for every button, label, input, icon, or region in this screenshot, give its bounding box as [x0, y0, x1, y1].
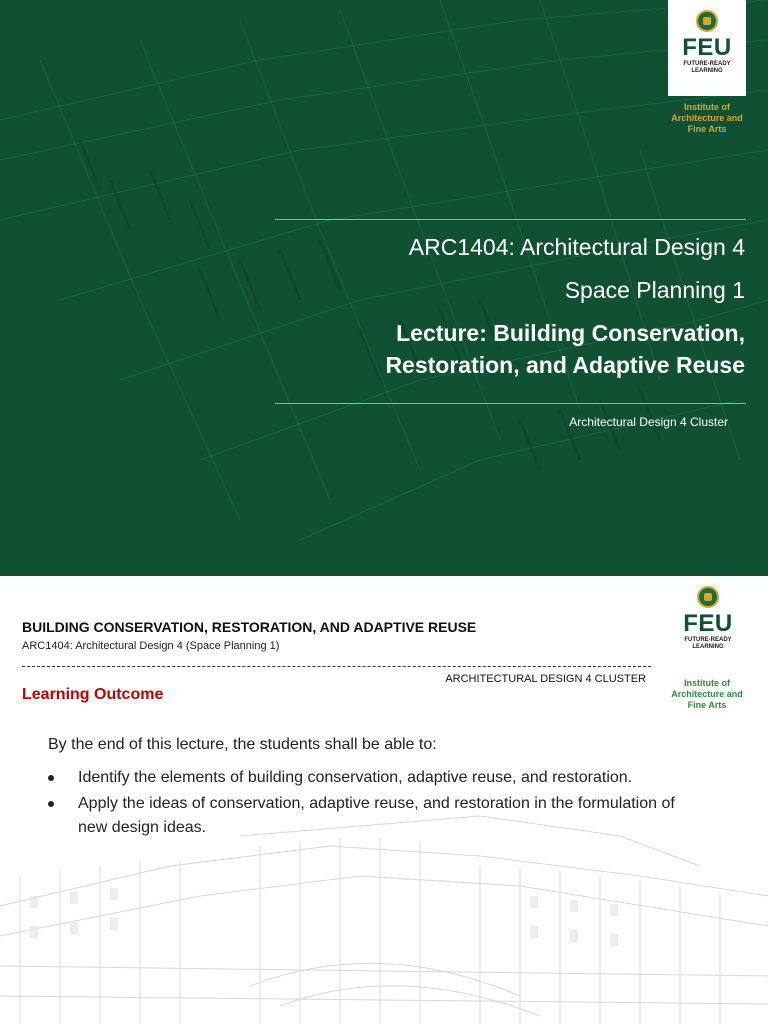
course-title: ARC1404: Architectural Design 4	[408, 234, 745, 260]
list-item	[48, 792, 678, 840]
institute-line1: Institute of	[684, 102, 730, 112]
bottom-divider	[275, 403, 746, 404]
logo-tagline-2: LEARNING	[691, 68, 723, 74]
lecture-title	[385, 317, 745, 381]
lecture-title-line1: Lecture: Building Conservation,	[396, 320, 745, 346]
bullet-icon	[48, 801, 54, 807]
feu-wordmark: FEU	[683, 610, 733, 637]
feu-logo	[669, 586, 747, 682]
logo-tagline-2: LEARNING	[692, 644, 724, 650]
slide-subtitle: ARC1404: Architectural Design 4 (Space Planning 1)	[22, 640, 280, 652]
bullet-icon	[48, 775, 54, 781]
cluster-label: ARCHITECTURAL DESIGN 4 CLUSTER	[445, 673, 646, 685]
institute-name	[662, 102, 752, 135]
logo-tagline-1: FUTURE-READY	[684, 637, 732, 643]
institute-line3: Fine Arts	[687, 124, 727, 134]
outcome-list	[48, 766, 678, 842]
list-item-text: Apply the ideas of conservation, adaptive reuse, and restoration in the formulation of new design ideas.	[78, 795, 675, 836]
feu-wordmark: FEU	[682, 34, 732, 61]
feu-logo	[668, 0, 746, 96]
institute-line3: Fine Arts	[687, 700, 727, 710]
feu-seal-icon	[697, 586, 719, 608]
institute-line2: Architecture and	[671, 689, 743, 699]
header-divider	[22, 666, 651, 667]
feu-seal-icon	[696, 10, 718, 32]
top-divider	[275, 219, 746, 220]
list-item	[48, 766, 678, 790]
section-heading: Learning Outcome	[22, 686, 164, 703]
cluster-label: Architectural Design 4 Cluster	[569, 415, 728, 429]
institute-line1: Institute of	[684, 678, 730, 688]
institute-name	[662, 678, 752, 711]
slide-title: BUILDING CONSERVATION, RESTORATION, AND ADAPTIVE REUSE	[22, 619, 477, 635]
learning-outcome-slide	[0, 576, 768, 1024]
logo-tagline-1: FUTURE-READY	[683, 61, 731, 67]
lecture-title-line2: Restoration, and Adaptive Reuse	[385, 352, 745, 378]
subject-title: Space Planning 1	[564, 277, 745, 303]
list-item-text: Identify the elements of building conservation, adaptive reuse, and restoration.	[78, 769, 633, 786]
intro-text: By the end of this lecture, the students shall be able to:	[48, 736, 437, 753]
institute-line2: Architecture and	[671, 113, 743, 123]
